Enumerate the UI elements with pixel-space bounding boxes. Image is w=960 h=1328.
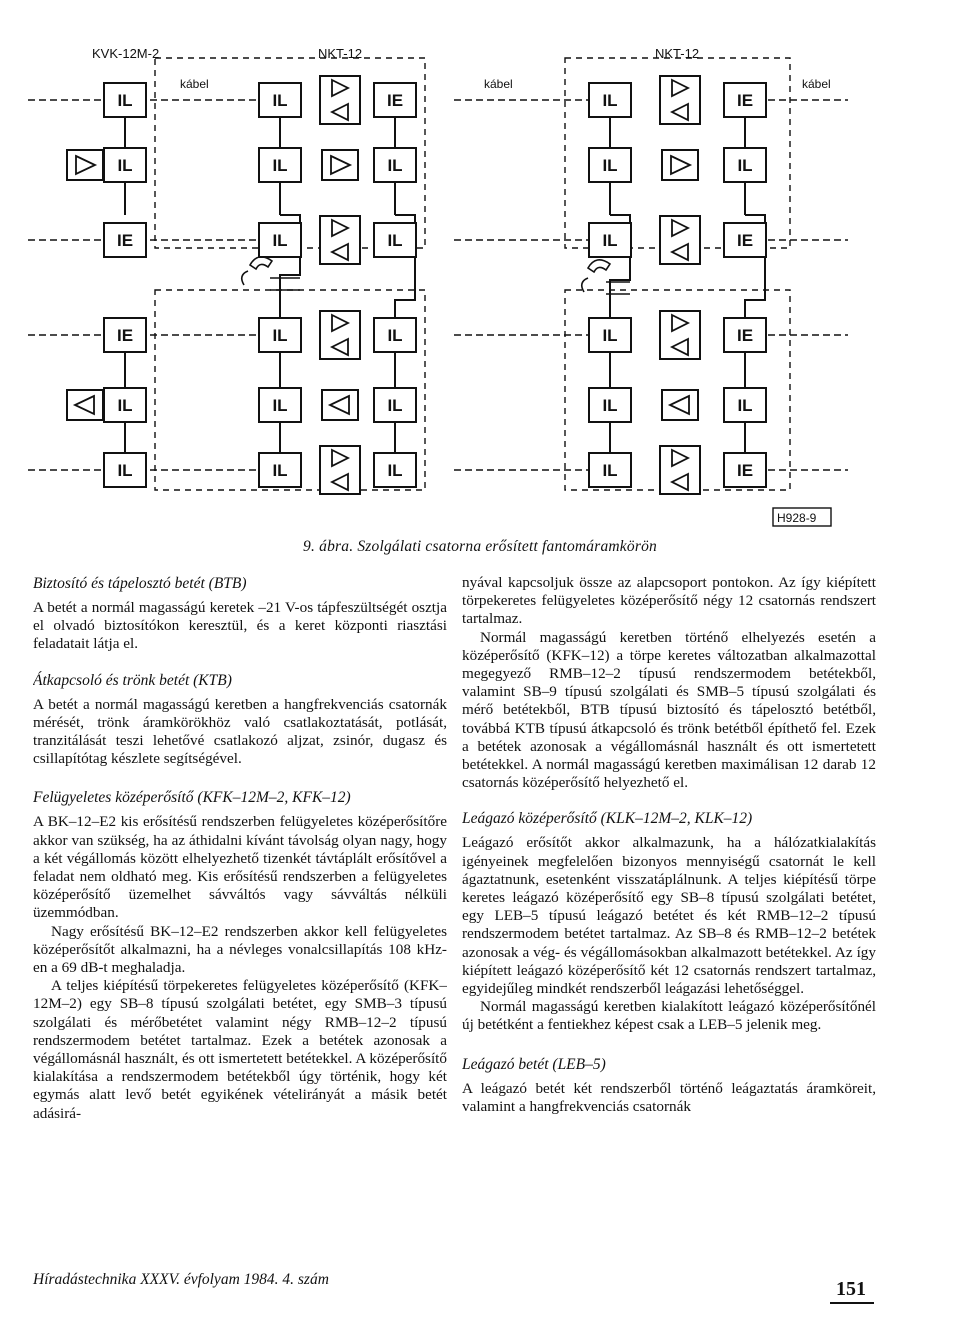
svg-text:IL: IL	[272, 326, 288, 345]
footer-rule	[830, 1302, 874, 1304]
filter-block	[589, 83, 631, 117]
amplifier-block	[320, 76, 360, 124]
filter-block	[589, 318, 631, 352]
svg-text:IL: IL	[602, 231, 618, 250]
amplifier-block	[322, 150, 358, 180]
label-nkt-left: NKT-12	[318, 46, 363, 61]
filter-block	[724, 223, 766, 257]
svg-text:IL: IL	[387, 326, 403, 345]
amplifier-block	[660, 446, 700, 494]
telephone-icon	[582, 260, 630, 294]
paragraph: A BK–12–E2 kis erősítésű rendszerben felügyeletes középerősítőre akkor van szükség, ha az áthidalni kívánt távolság olyan nagy, hogy a két végállomás között elhelyezhető tizenkét távtáplált erősítővel a feladat nem oldható meg. Kis erősítésű rendszerben a felügyeletes középerősítő üzemelhet sávváltós vagy sávváltás nélküli üzemmódban.	[33, 813, 447, 922]
label-kabel-2: kábel	[484, 77, 513, 91]
filter-block	[589, 223, 631, 257]
filter-block	[259, 148, 301, 182]
svg-text:IL: IL	[272, 156, 288, 175]
svg-text:IL: IL	[117, 91, 133, 110]
amplifier-block	[320, 311, 360, 359]
label-kabel-1: kábel	[180, 77, 209, 91]
heading-kfk: Felügyeletes középerősítő (KFK–12M–2, KFK–12)	[33, 789, 351, 807]
amplifier-block	[662, 150, 698, 180]
telephone-icon	[242, 257, 300, 290]
svg-text:IL: IL	[737, 396, 753, 415]
filter-block	[374, 148, 416, 182]
paragraph: Normál magasságú keretben történő elhelyezés esetén a középerősítő (KFK–12) a törpe keretes változatban alkalmazottal megegyező RMB–12–2 típusú rendszermodem betétekből, valamint SB–9 típusú szolgálati és SMB–5 típusú szolgálati és mérő betétekből, BTB típusú biztosító és tápelosztó betétből, továbbá KTB típusú átkapcsoló és trönk betétből építhető fel. Ezek a betétek azonosak a végállomásnál használt és ott ismertetett betétekkel. A normál magasságú keretben maximálisan 12 darab 12 csatornás középerősítő helyezhető el.	[462, 628, 876, 792]
filter-block	[589, 388, 631, 422]
svg-text:IL: IL	[117, 396, 133, 415]
paragraph: Nagy erősítésű BK–12–E2 rendszerben akkor kell felügyeletes középerősítőt alkalmazni, ha a névleges vonalcsillapítás 108 kHz-en a 69 dB-t meghaladja.	[33, 922, 447, 977]
amplifier-block	[322, 390, 358, 420]
journal-footer: Híradástechnika XXXV. évfolyam 1984. 4. szám	[33, 1271, 329, 1288]
filter-block	[724, 318, 766, 352]
filter-block	[724, 83, 766, 117]
svg-text:IE: IE	[736, 461, 754, 480]
filter-block	[104, 223, 146, 257]
filter-block	[374, 318, 416, 352]
page-number: 151	[836, 1278, 866, 1300]
svg-text:IE: IE	[736, 91, 754, 110]
svg-text:IL: IL	[272, 91, 288, 110]
figure-caption: 9. ábra. Szolgálati csatorna erősített fantomáramkörön	[303, 538, 657, 555]
amplifier-block	[67, 150, 103, 180]
paragraph: nyával kapcsoljuk össze az alapcsoport pontokon. Az így kiépített törpekeretes felügyeletes középerősítő négy 12 csatornás rendszert tartalmaz.	[462, 574, 876, 628]
amplifier-block	[660, 76, 700, 124]
heading-klk: Leágazó középerősítő (KLK–12M–2, KLK–12)	[462, 810, 753, 828]
svg-text:IL: IL	[387, 461, 403, 480]
filter-block	[589, 453, 631, 487]
amplifier-block	[67, 390, 103, 420]
svg-text:IE: IE	[116, 326, 134, 345]
filter-block	[259, 318, 301, 352]
filter-block	[374, 388, 416, 422]
filter-block	[724, 453, 766, 487]
filter-block	[104, 83, 146, 117]
filter-block	[259, 453, 301, 487]
amplifier-block	[660, 311, 700, 359]
filter-block	[589, 148, 631, 182]
svg-text:IE: IE	[736, 231, 754, 250]
filter-block	[374, 223, 416, 257]
svg-text:IL: IL	[602, 156, 618, 175]
svg-text:IE: IE	[386, 91, 404, 110]
left-column	[33, 574, 447, 1254]
paragraph: A teljes kiépítésű törpekeretes felügyeletes középerősítő (KFK–12M–2) egy SB–8 típusú szolgálati betétet, egy SMB–3 típusú szolgálati és mérőbetétet valamint négy RMB–12–2 típusú rendszermodem betétet tartalmaz. Ezek a betétek azonosak a végállomásnál használt, és ott ismertetett betétekkel. A középerősítő kialakítása a rendszermodem betétekből úgy történik, hogy két egymás alatt levő betét egyikének vételirányát a másik betét adásirá-	[33, 977, 447, 1122]
filter-block	[374, 83, 416, 117]
heading-btb: Biztosító és tápelosztó betét (BTB)	[33, 575, 247, 592]
filter-block	[374, 453, 416, 487]
svg-text:IL: IL	[387, 396, 403, 415]
filter-block	[104, 453, 146, 487]
filter-block	[259, 223, 301, 257]
svg-text:IL: IL	[117, 156, 133, 175]
circuit-diagram	[0, 0, 960, 540]
filter-block	[724, 148, 766, 182]
label-kabel-3: kábel	[802, 77, 831, 91]
filter-block	[259, 388, 301, 422]
svg-text:IL: IL	[602, 91, 618, 110]
filter-block	[259, 83, 301, 117]
svg-text:IL: IL	[602, 461, 618, 480]
svg-text:IE: IE	[736, 326, 754, 345]
svg-text:IL: IL	[737, 156, 753, 175]
svg-text:IL: IL	[602, 396, 618, 415]
label-nkt-right: NKT-12	[655, 46, 700, 61]
filter-block	[104, 148, 146, 182]
heading-leb: Leágazó betét (LEB–5)	[462, 1055, 606, 1073]
paragraph: A betét a normál magasságú keretek –21 V-os tápfeszültségét osztja el olvadó biztosítókon keresztül, és a keret központi riasztási feladatait látja el.	[33, 599, 447, 653]
paragraph: A betét a normál magasságú keretben a hangfrekvenciás csatornák mérését, trönk áramkörökhöz való csatlakoztatását, potlását, tranzitálását teszi lehetővé csatlakozó aljzat, zsinór, dugasz és csillapítótag készlete segítségével.	[33, 695, 447, 768]
svg-text:IL: IL	[272, 396, 288, 415]
paragraph: Normál magasságú keretben kialakított leágazó középerősítőnél új betétként a fentiekhez képest csak a LEB–5 jelenik meg.	[462, 998, 876, 1034]
amplifier-block	[320, 446, 360, 494]
svg-text:IL: IL	[387, 231, 403, 250]
amplifier-block	[660, 216, 700, 264]
ref-code: H928-9	[777, 511, 817, 525]
label-kvk: KVK-12M-2	[92, 46, 160, 61]
filter-block	[724, 388, 766, 422]
heading-ktb: Átkapcsoló és trönk betét (KTB)	[33, 671, 232, 689]
svg-text:IL: IL	[602, 326, 618, 345]
amplifier-block	[662, 390, 698, 420]
amplifier-block	[320, 216, 360, 264]
paragraph: Leágazó erősítőt akkor alkalmazunk, ha a hálózatkialakítás igényeinek megfelelően bizonyos mennyiségű csatornát le kell ágaztatnunk, esetenként visszatáplálnunk. A teljes kiépítésű törpe keretes leágazó középerősítő egy SB–8 típusú szolgálati betétet, egy LEB–5 típusú leágazó betétet és két RMB–12–2 típusú rendszermodem betétet tartalmaz. Az SB–8 és RMB–12–2 betétek azonosak a vég- és végállomásokban alkalmazott betétekkel. Az így kiépített leágazó középerősítő két 12 csatornás rendszert tartalmaz, egyidejűleg mindkét rendszerből leágazási lehetőséggel.	[462, 834, 876, 998]
right-column	[462, 574, 876, 1254]
svg-text:IL: IL	[272, 461, 288, 480]
svg-text:IL: IL	[117, 461, 133, 480]
svg-text:IL: IL	[272, 231, 288, 250]
filter-block	[104, 388, 146, 422]
paragraph: A leágazó betét két rendszerből történő leágaztatás áramköreit, valamint a hangfrekvenciás csatornák	[462, 1079, 876, 1115]
svg-text:IE: IE	[116, 231, 134, 250]
filter-block	[104, 318, 146, 352]
svg-text:IL: IL	[387, 156, 403, 175]
